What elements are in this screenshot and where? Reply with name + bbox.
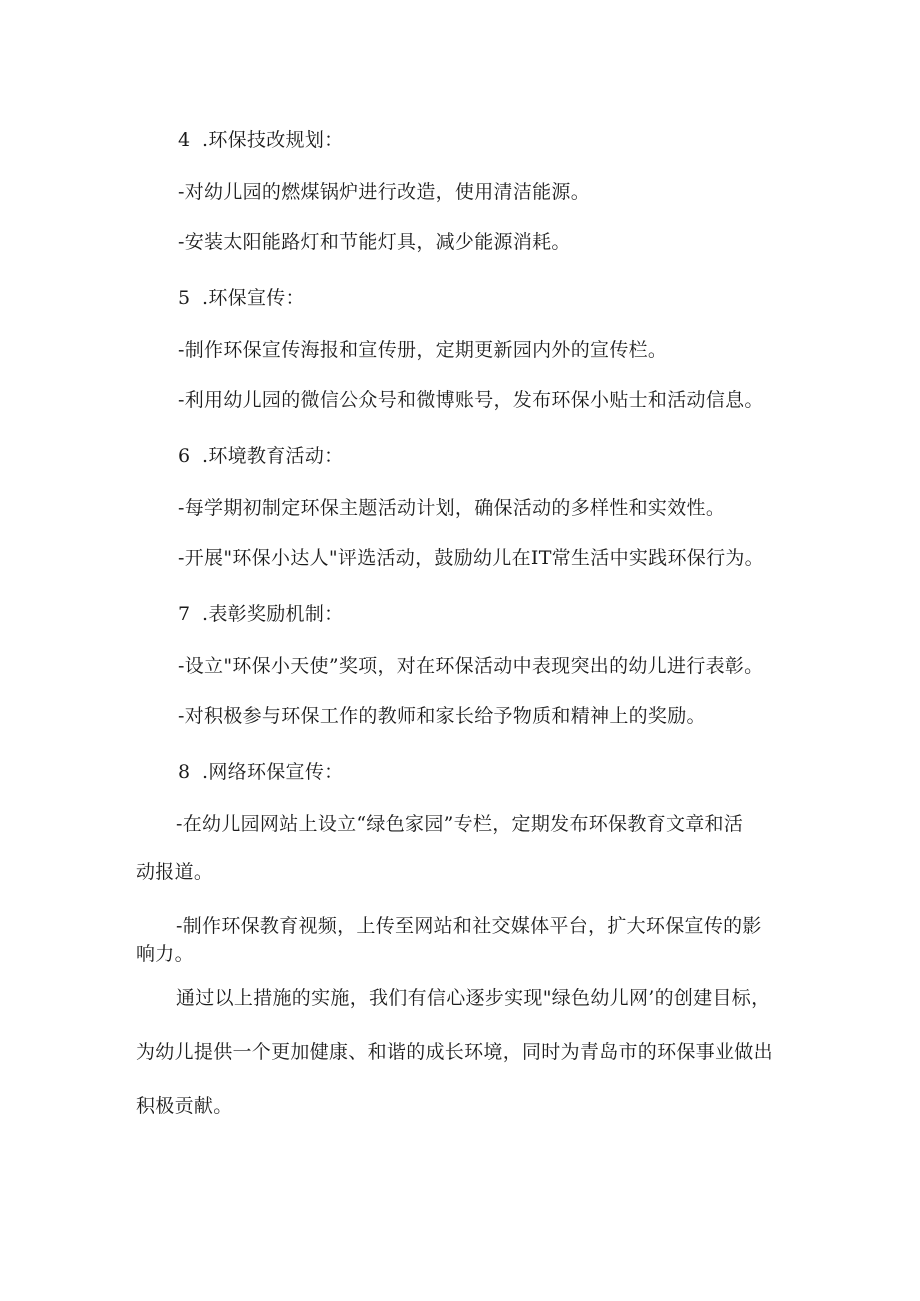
list-item-line: 动报道。	[136, 861, 214, 883]
conclusion-paragraph	[136, 986, 796, 1118]
list-item: -设立"环保小天使”奖项，对在环保活动中表现突出的幼儿进行表彰。	[178, 655, 764, 677]
list-item: -每学期初制定环保主题活动计划，确保活动的多样性和实效性。	[178, 497, 726, 519]
section-heading	[178, 286, 305, 310]
list-item: -对幼儿园的燃煤锅炉进行改造，使用清洁能源。	[178, 181, 591, 203]
list-item: -制作环保宣传海报和宣传册，定期更新园内外的宣传栏。	[178, 339, 668, 361]
section-number: 8	[178, 761, 191, 783]
list-item: -利用幼儿园的微信公众号和微博账号，发布环保小贴士和活动信息。	[178, 389, 764, 411]
conclusion-line: 通过以上措施的实施，我们有信心逐步实现"绿色幼儿网’的创建目标，	[176, 987, 771, 1009]
list-item: -对积极参与环保工作的教师和家长给予物质和精神上的奖励。	[178, 705, 706, 727]
list-item-line: 响力。	[136, 943, 194, 965]
section-title: .环保技改规划：	[202, 129, 344, 151]
section-number: 6	[178, 445, 191, 467]
list-item-line: -在幼儿园网站上设立“绿色家园”专栏，定期发布环保教育文章和活	[176, 813, 744, 835]
section-heading	[178, 128, 343, 152]
section-number: 4	[178, 129, 191, 151]
section-heading	[178, 444, 343, 468]
section-heading	[178, 760, 343, 784]
list-item-line: -制作环保教育视频，上传至网站和社交媒体平台，扩大环保宣传的影	[176, 915, 762, 937]
conclusion-line: 为幼儿提供一个更加健康、和谐的成长环境，同时为青岛市的环保事业做出	[136, 1041, 773, 1063]
section-heading	[178, 602, 343, 626]
list-item: -安装太阳能路灯和节能灯具，减少能源消耗。	[178, 231, 571, 253]
list-item: -开展"环保小达人"评选活动，鼓励幼儿在IT常生活中实践环保行为。	[178, 547, 764, 569]
section-title: .环境教育活动：	[202, 445, 344, 467]
section-number: 7	[178, 603, 191, 625]
list-item	[136, 812, 796, 884]
conclusion-line: 积极贡献。	[136, 1095, 233, 1117]
section-title: .环保宣传：	[202, 287, 305, 309]
section-title: .网络环保宣传：	[202, 761, 344, 783]
section-number: 5	[178, 287, 191, 309]
list-item	[136, 914, 796, 966]
section-title: .表彰奖励机制：	[202, 603, 344, 625]
